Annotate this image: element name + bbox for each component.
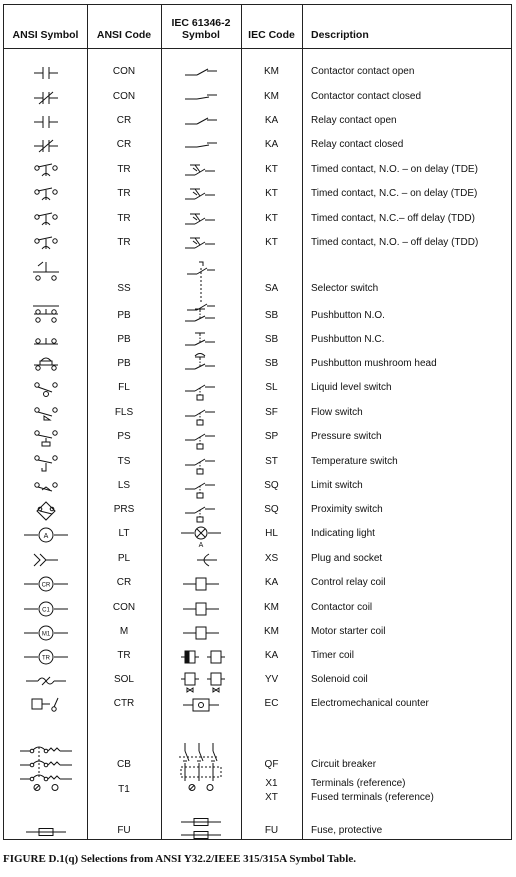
- coil-icon: [16, 623, 76, 643]
- description: Plug and socket: [311, 553, 383, 564]
- flow-switch-icon: [16, 404, 76, 424]
- iec-terminals-icon: [171, 778, 231, 803]
- svg-text:CR: CR: [41, 582, 50, 589]
- ansi-code: PB: [117, 358, 131, 369]
- description: Timed contact, N.O. – off delay (TDD): [311, 237, 479, 248]
- terminals-icon: [16, 778, 76, 803]
- iec-code: KM: [264, 66, 279, 77]
- iec-code: KA: [264, 650, 279, 661]
- ansi-code: PB: [117, 310, 131, 321]
- ansi-code: CR: [116, 139, 132, 150]
- ansi-code: TR: [117, 213, 131, 224]
- iec-timed-contact-icon: [171, 185, 231, 205]
- ansi-code: CR: [116, 577, 132, 588]
- timed-contact-icon: [16, 234, 76, 254]
- ansi-code: TR: [117, 188, 131, 199]
- iec-timed-contact-icon: [171, 234, 231, 254]
- description: Fused terminals (reference): [311, 791, 434, 803]
- ansi-code: T1: [118, 783, 130, 795]
- coil-icon: [16, 647, 76, 667]
- iec-coil-icon: [171, 574, 231, 594]
- description: Pushbutton mushroom head: [311, 358, 437, 369]
- iec-switch-icon: [171, 428, 231, 448]
- ansi-code: LT: [118, 528, 130, 539]
- iec-code: ST: [265, 456, 278, 467]
- column-divider: [87, 5, 88, 839]
- ansi-code: LS: [117, 480, 131, 491]
- timed-contact-icon: [16, 161, 76, 181]
- temperature-switch-icon: [16, 453, 76, 473]
- pushbutton-no-icon: [16, 307, 76, 327]
- ansi-code: CB: [117, 759, 131, 770]
- iec-code: YV: [264, 674, 279, 685]
- contact-closed-icon: [16, 136, 76, 156]
- header-iec-symbol-line2: Symbol: [182, 29, 220, 41]
- column-divider: [241, 5, 242, 839]
- iec-code: KM: [264, 626, 279, 637]
- svg-text:TR: TR: [41, 655, 50, 662]
- description: Timer coil: [311, 650, 354, 661]
- description: Contactor coil: [311, 602, 373, 613]
- iec-code: SF: [265, 407, 278, 418]
- counter-icon: [16, 695, 76, 715]
- iec-coil-icon: [171, 623, 231, 643]
- description: Selector switch: [311, 283, 379, 294]
- iec-code: EC: [264, 698, 279, 709]
- ansi-code: FU: [117, 825, 131, 836]
- iec-switch-icon: [171, 379, 231, 399]
- ansi-code: CON: [112, 602, 136, 613]
- description: Control relay coil: [311, 577, 386, 588]
- description: Pressure switch: [311, 431, 382, 442]
- iec-contact-open-icon: [171, 112, 231, 132]
- ansi-code: M: [119, 626, 129, 637]
- column-divider: [302, 5, 303, 839]
- ansi-code: CR: [116, 115, 132, 126]
- iec-code: SQ: [264, 504, 279, 515]
- iec-code: FU: [264, 825, 279, 836]
- iec-timer-coil-icon: [171, 647, 231, 667]
- header-iec-symbol-line1: IEC 61346-2: [171, 17, 231, 29]
- description: Contactor contact open: [311, 66, 415, 77]
- ansi-code: CTR: [113, 698, 135, 709]
- iec-code: KT: [265, 213, 278, 224]
- description: Proximity switch: [311, 504, 383, 515]
- liquid-level-switch-icon: [16, 379, 76, 399]
- header-iec-code: IEC Code: [248, 29, 295, 41]
- ansi-code: CON: [112, 66, 136, 77]
- iec-contact-closed-icon: [171, 88, 231, 108]
- ansi-code: TR: [117, 650, 131, 661]
- pressure-switch-icon: [16, 428, 76, 448]
- description: Timed contact, N.C. – on delay (TDE): [311, 188, 478, 199]
- svg-text:C1: C1: [41, 607, 50, 614]
- iec-code: SA: [264, 283, 279, 294]
- contact-open-icon: [16, 112, 76, 132]
- ansi-code: CON: [112, 91, 136, 102]
- plug-socket-icon: [16, 550, 76, 570]
- svg-text:A: A: [43, 533, 48, 540]
- pushbutton-nc-icon: [16, 331, 76, 351]
- description: Circuit breaker: [311, 759, 377, 770]
- iec-contact-closed-icon: [171, 136, 231, 156]
- ansi-code: PB: [117, 334, 131, 345]
- proximity-switch-icon: [16, 501, 76, 521]
- description: Flow switch: [311, 407, 363, 418]
- iec-code: KM: [264, 602, 279, 613]
- description: Indicating light: [311, 528, 375, 539]
- description: Motor starter coil: [311, 626, 386, 637]
- iec-pushbutton-icon: [171, 307, 231, 327]
- limit-switch-icon: [16, 477, 76, 497]
- ansi-code: SS: [117, 283, 131, 294]
- iec-code: XS: [264, 553, 279, 564]
- indicating-light-icon: [16, 525, 76, 545]
- coil-icon: [16, 574, 76, 594]
- ansi-code: TR: [117, 164, 131, 175]
- iec-code: HL: [265, 528, 278, 539]
- coil-icon: [16, 599, 76, 619]
- iec-timed-contact-icon: [171, 161, 231, 181]
- ansi-code: PRS: [113, 504, 135, 515]
- figure-caption: FIGURE D.1(q) Selections from ANSI Y32.2/IEEE 315/315A Symbol Table.: [3, 853, 356, 865]
- svg-text:M1: M1: [41, 631, 50, 638]
- description: Electromechanical counter: [311, 698, 429, 709]
- description: Solenoid coil: [311, 674, 368, 685]
- header-divider: [4, 48, 511, 49]
- header-ansi-code: ANSI Code: [96, 29, 152, 41]
- ansi-code: FLS: [114, 407, 134, 418]
- iec-solenoid-icon: [171, 671, 231, 691]
- ansi-code: FL: [118, 382, 130, 393]
- iec-code: X1: [265, 777, 278, 789]
- description: Limit switch: [311, 480, 363, 491]
- column-divider: [161, 5, 162, 839]
- iec-plug-socket-icon: [171, 550, 231, 570]
- ansi-code: PL: [117, 553, 131, 564]
- description: Pushbutton N.C.: [311, 334, 385, 345]
- description: Fuse, protective: [311, 825, 383, 836]
- ansi-code: TR: [117, 237, 131, 248]
- iec-pushbutton-icon: [171, 331, 231, 351]
- iec-counter-icon: [171, 695, 231, 715]
- description: Pushbutton N.O.: [311, 310, 385, 321]
- iec-contact-open-icon: [171, 63, 231, 83]
- description: Timed contact, N.C.– off delay (TDD): [311, 213, 475, 224]
- iec-code: KT: [265, 164, 278, 175]
- header-ansi-symbol: ANSI Symbol: [12, 29, 79, 41]
- fuse-icon: [16, 817, 76, 847]
- header-description: Description: [311, 29, 369, 41]
- iec-switch-icon: [171, 477, 231, 497]
- ansi-code: SOL: [113, 674, 134, 685]
- pushbutton-mushroom-icon: [16, 355, 76, 375]
- timed-contact-icon: [16, 185, 76, 205]
- contact-closed-icon: [16, 88, 76, 108]
- ansi-code: TS: [117, 456, 131, 467]
- description: Contactor contact closed: [311, 91, 422, 102]
- iec-code: SL: [265, 382, 278, 393]
- iec-code: KA: [264, 115, 279, 126]
- iec-code: KA: [264, 577, 279, 588]
- solenoid-icon: [16, 671, 76, 691]
- iec-switch-icon: [171, 404, 231, 424]
- iec-code: KM: [264, 91, 279, 102]
- ansi-code: PS: [117, 431, 131, 442]
- iec-code: KT: [265, 188, 278, 199]
- iec-code: KT: [265, 237, 278, 248]
- iec-timed-contact-icon: [171, 210, 231, 230]
- iec-code: QF: [264, 759, 279, 770]
- description: Liquid level switch: [311, 382, 392, 393]
- iec-switch-icon: [171, 453, 231, 473]
- description: Terminals (reference): [311, 777, 406, 789]
- description: Relay contact open: [311, 115, 397, 126]
- iec-code: SQ: [264, 480, 279, 491]
- iec-fuse-icon: [171, 817, 231, 847]
- iec-switch-icon: [171, 501, 231, 521]
- description: Timed contact, N.O. – on delay (TDE): [311, 164, 478, 175]
- description: Relay contact closed: [311, 139, 404, 150]
- iec-code: SB: [264, 334, 279, 345]
- iec-code: SB: [264, 358, 279, 369]
- contact-open-icon: [16, 63, 76, 83]
- iec-code: SB: [264, 310, 279, 321]
- description: Temperature switch: [311, 456, 398, 467]
- iec-code: XT: [265, 791, 278, 803]
- iec-code: SP: [264, 431, 279, 442]
- svg-text:A: A: [198, 542, 204, 549]
- iec-pushbutton-mushroom-icon: [171, 355, 231, 375]
- iec-coil-icon: [171, 599, 231, 619]
- symbol-table: [3, 4, 512, 840]
- iec-indicating-light-icon: [171, 525, 231, 549]
- iec-code: KA: [264, 139, 279, 150]
- timed-contact-icon: [16, 210, 76, 230]
